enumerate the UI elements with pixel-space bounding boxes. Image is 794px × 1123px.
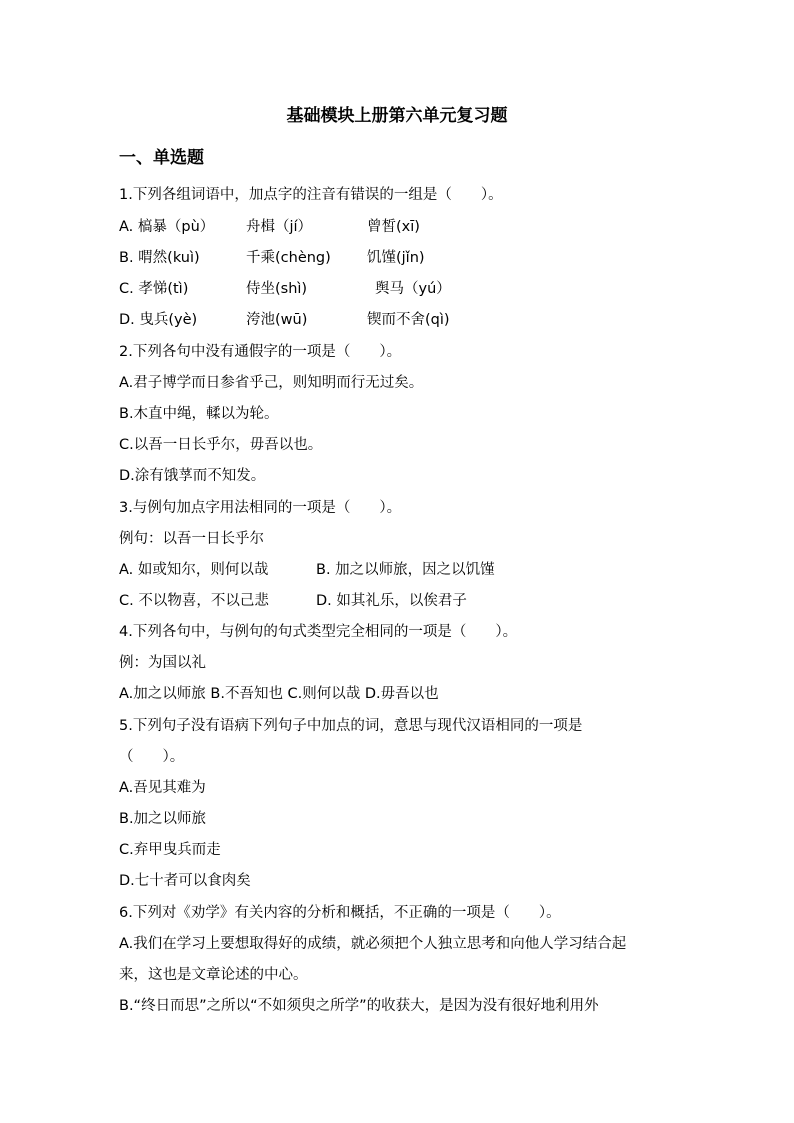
q6-option-a-line2: 来，这也是文章论述的中心。 (119, 967, 308, 983)
q2-option-c: C.以吾一日长乎尔，毋吾以也。 (119, 437, 323, 453)
q1-row-a-col1: A. 槁暴（pù） (119, 219, 215, 235)
q3-option-a: A. 如或知尔，则何以哉 (119, 562, 269, 578)
q1-row-b-col2: 千乘(chèng) (246, 250, 331, 266)
q2-option-d: D.涂有饿莩而不知发。 (119, 468, 266, 484)
question-6-stem: 6.下列对《劝学》有关内容的分析和概括，不正确的一项是（ ）。 (119, 905, 561, 921)
q4-example: 例：为国以礼 (119, 655, 206, 671)
q2-option-a: A.君子博学而日参省乎己，则知明而行无过矣。 (119, 375, 424, 391)
q3-example: 例句：以吾一日长乎尔 (119, 531, 264, 547)
q1-row-a-col2: 舟楫（jí） (246, 219, 313, 235)
q1-row-d-col1: D. 曳兵(yè) (119, 312, 198, 328)
q5-option-a: A.吾见其难为 (119, 780, 206, 796)
question-5-stem-line2: （ ）。 (119, 749, 185, 765)
q1-row-d-col2: 洿池(wū) (246, 312, 308, 328)
q4-options: A.加之以师旅 B.不吾知也 C.则何以哉 D.毋吾以也 (119, 686, 439, 702)
q5-option-c: C.弃甲曳兵而走 (119, 842, 221, 858)
q3-option-b: B. 加之以师旅，因之以饥馑 (316, 562, 495, 578)
question-5-stem-line1: 5.下列句子没有语病下列句子中加点的词，意思与现代汉语相同的一项是 (119, 718, 583, 734)
question-3-stem: 3.与例句加点字用法相同的一项是（ ）。 (119, 500, 402, 516)
q6-option-a-line1: A.我们在学习上要想取得好的成绩，就必须把个人独立思考和向他人学习结合起 (119, 936, 627, 952)
question-2-stem: 2.下列各句中没有通假字的一项是（ ）。 (119, 344, 402, 360)
section-heading: 一、单选题 (119, 148, 204, 168)
q1-row-c-col2: 侍坐(shì) (246, 281, 308, 297)
document-title: 基础模块上册第六单元复习题 (286, 106, 508, 126)
q1-row-d-col3: 锲而不舍(qì) (367, 312, 450, 328)
q1-row-b-col1: B. 喟然(kuì) (119, 250, 200, 266)
q1-row-b-col3: 饥馑(jǐn) (367, 250, 425, 266)
q2-option-b: B.木直中绳，輮以为轮。 (119, 406, 279, 422)
q5-option-d: D.七十者可以食肉矣 (119, 873, 251, 889)
q3-option-c: C. 不以物喜，不以己悲 (119, 593, 269, 609)
question-1-stem: 1.下列各组词语中，加点字的注音有错误的一组是（ ）。 (119, 187, 503, 203)
q3-option-d: D. 如其礼乐，以俟君子 (316, 593, 467, 609)
q5-option-b: B.加之以师旅 (119, 811, 207, 827)
q1-row-c-col1: C. 孝悌(tì) (119, 281, 189, 297)
q6-option-b-line1: B.“终日而思”之所以“不如须臾之所学”的收获大，是因为没有很好地利用外 (119, 998, 599, 1014)
question-4-stem: 4.下列各句中，与例句的句式类型完全相同的一项是（ ）。 (119, 624, 518, 640)
q1-row-c-col3: 舆马（yú） (375, 281, 451, 297)
q1-row-a-col3: 曾皙(xī) (367, 219, 420, 235)
